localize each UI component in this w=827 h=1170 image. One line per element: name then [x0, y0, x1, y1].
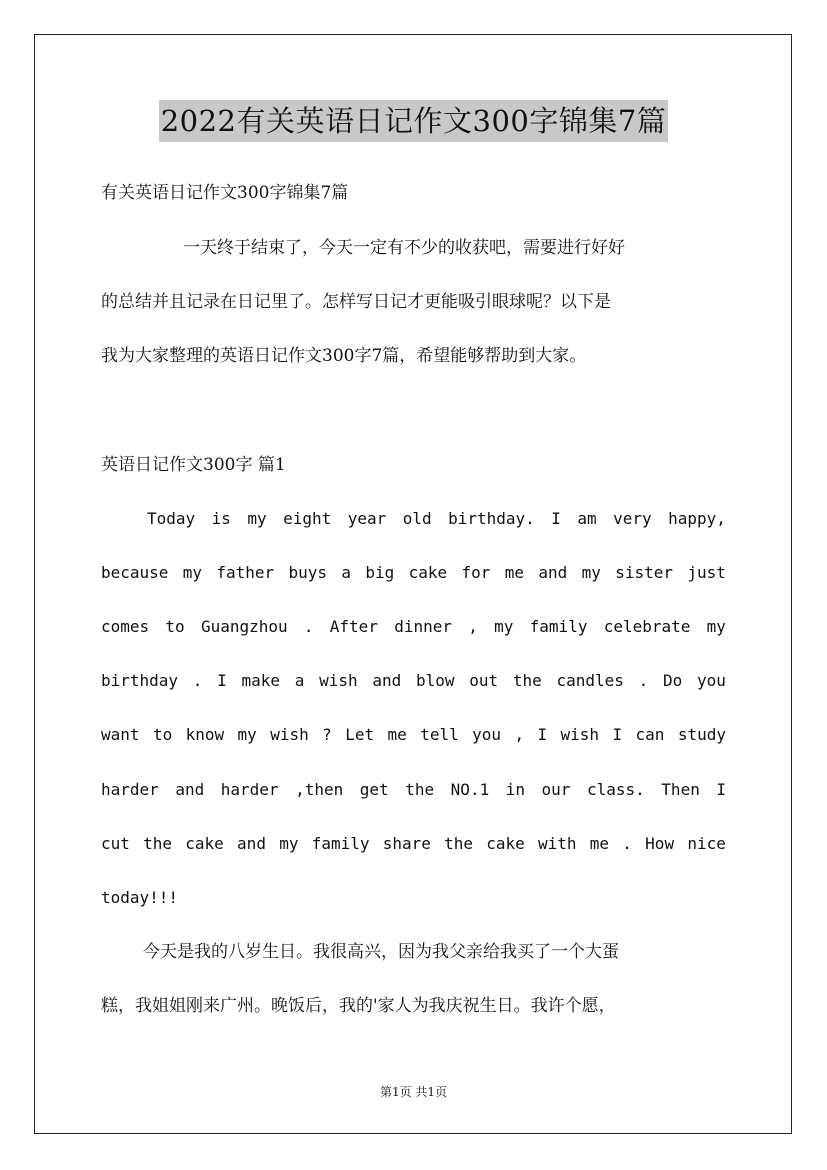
word: I: [612, 725, 623, 744]
word: my: [494, 617, 514, 636]
word: ,then: [295, 780, 344, 799]
word: .: [303, 617, 314, 636]
word: know: [185, 725, 225, 744]
page-footer: 第1页 共1页: [379, 1085, 448, 1099]
word: eight: [283, 509, 332, 528]
word: my: [247, 509, 267, 528]
english-line-2: [101, 563, 726, 583]
word: get: [359, 780, 389, 799]
word: in: [505, 780, 525, 799]
word: me: [504, 563, 525, 582]
word: Today: [147, 509, 196, 528]
word: the: [405, 780, 435, 799]
word: and: [175, 780, 205, 799]
word: cake: [408, 563, 448, 582]
word: .: [192, 671, 203, 690]
word: .: [622, 834, 632, 853]
intro-line-1: 一天终于结束了，今天一定有不少的收获吧，需要进行好好: [183, 238, 625, 258]
word: because: [101, 563, 169, 582]
word: I: [716, 780, 726, 799]
word: I: [551, 509, 561, 528]
section-heading: 英语日记作文300字 篇1: [101, 455, 286, 475]
word: celebrate: [603, 617, 691, 636]
english-line-1: [147, 509, 726, 529]
word: comes: [101, 617, 150, 636]
english-line-3: [101, 617, 726, 637]
word: Then: [661, 780, 700, 799]
word: I: [217, 671, 227, 690]
word: cake: [486, 834, 525, 853]
word: .: [638, 671, 649, 690]
word: harder: [220, 780, 279, 799]
word: cut: [101, 834, 130, 853]
word: happy,: [668, 509, 726, 528]
word: family: [311, 834, 370, 853]
word: the: [512, 671, 542, 690]
word: you: [472, 725, 502, 744]
word: cake: [185, 834, 224, 853]
word: Do: [663, 671, 683, 690]
intro-line-2: 的总结并且记录在日记里了。怎样写日记才更能吸引眼球呢？以下是: [101, 292, 611, 312]
english-line-7: [101, 834, 726, 854]
word: nice: [687, 834, 726, 853]
word: big: [365, 563, 395, 582]
word: tell: [420, 725, 459, 744]
word: How: [645, 834, 675, 853]
word: and: [538, 563, 568, 582]
word: my: [279, 834, 299, 853]
word: and: [372, 671, 402, 690]
document-title: 2022有关英语日记作文300字锦集7篇: [159, 100, 669, 142]
word: class.: [586, 780, 645, 799]
word: with: [538, 834, 577, 853]
word: my: [706, 617, 726, 636]
chinese-line-1: 今天是我的八岁生日。我很高兴，因为我父亲给我买了一个大蛋: [143, 942, 619, 962]
word: me: [589, 834, 610, 853]
word: out: [469, 671, 499, 690]
word: wish: [270, 725, 309, 744]
document-subtitle: 有关英语日记作文300字锦集7篇: [101, 183, 349, 203]
word: I: [537, 725, 548, 744]
word: just: [687, 563, 726, 582]
word: blow: [415, 671, 455, 690]
word: you: [696, 671, 726, 690]
word: wish: [560, 725, 600, 744]
word: for: [461, 563, 491, 582]
word: study: [677, 725, 726, 744]
word: am: [577, 509, 597, 528]
word: my: [581, 563, 601, 582]
word: my: [182, 563, 203, 582]
title-container: [0, 100, 827, 142]
word: birthday: [101, 671, 179, 690]
english-line-4: [101, 671, 726, 691]
word: can: [635, 725, 665, 744]
word: harder: [101, 780, 159, 799]
word: Guangzhou: [200, 617, 288, 636]
word: year: [347, 509, 387, 528]
word: our: [541, 780, 571, 799]
word: the: [444, 834, 474, 853]
word: NO.1: [450, 780, 490, 799]
word: ,: [468, 617, 478, 636]
word: candles: [556, 671, 624, 690]
word: is: [211, 509, 231, 528]
english-line-8: today!!!: [101, 888, 179, 907]
word: me: [387, 725, 407, 744]
word: make: [241, 671, 281, 690]
word: After: [329, 617, 378, 636]
word: very: [613, 509, 652, 528]
word: my: [237, 725, 257, 744]
word: want: [101, 725, 140, 744]
chinese-line-2: 糕，我姐姐刚来广州。晚饭后，我的'家人为我庆祝生日。我许个愿，: [101, 996, 616, 1016]
word: Let: [345, 725, 375, 744]
word: ,: [514, 725, 525, 744]
word: dinner: [394, 617, 452, 636]
word: sister: [615, 563, 674, 582]
word: a: [294, 671, 305, 690]
word: father: [216, 563, 275, 582]
word: family: [529, 617, 588, 636]
word: to: [152, 725, 173, 744]
word: a: [341, 563, 352, 582]
word: share: [382, 834, 431, 853]
word: wish: [319, 671, 358, 690]
word: to: [165, 617, 185, 636]
english-line-6: [101, 780, 726, 800]
word: the: [143, 834, 173, 853]
word: birthday.: [448, 509, 535, 528]
english-line-5: [101, 725, 726, 745]
word: and: [237, 834, 266, 853]
word: old: [402, 509, 432, 528]
intro-line-3: 我为大家整理的英语日记作文300字7篇，希望能够帮助到大家。: [101, 346, 587, 366]
word: buys: [288, 563, 328, 582]
word: ?: [322, 725, 332, 744]
